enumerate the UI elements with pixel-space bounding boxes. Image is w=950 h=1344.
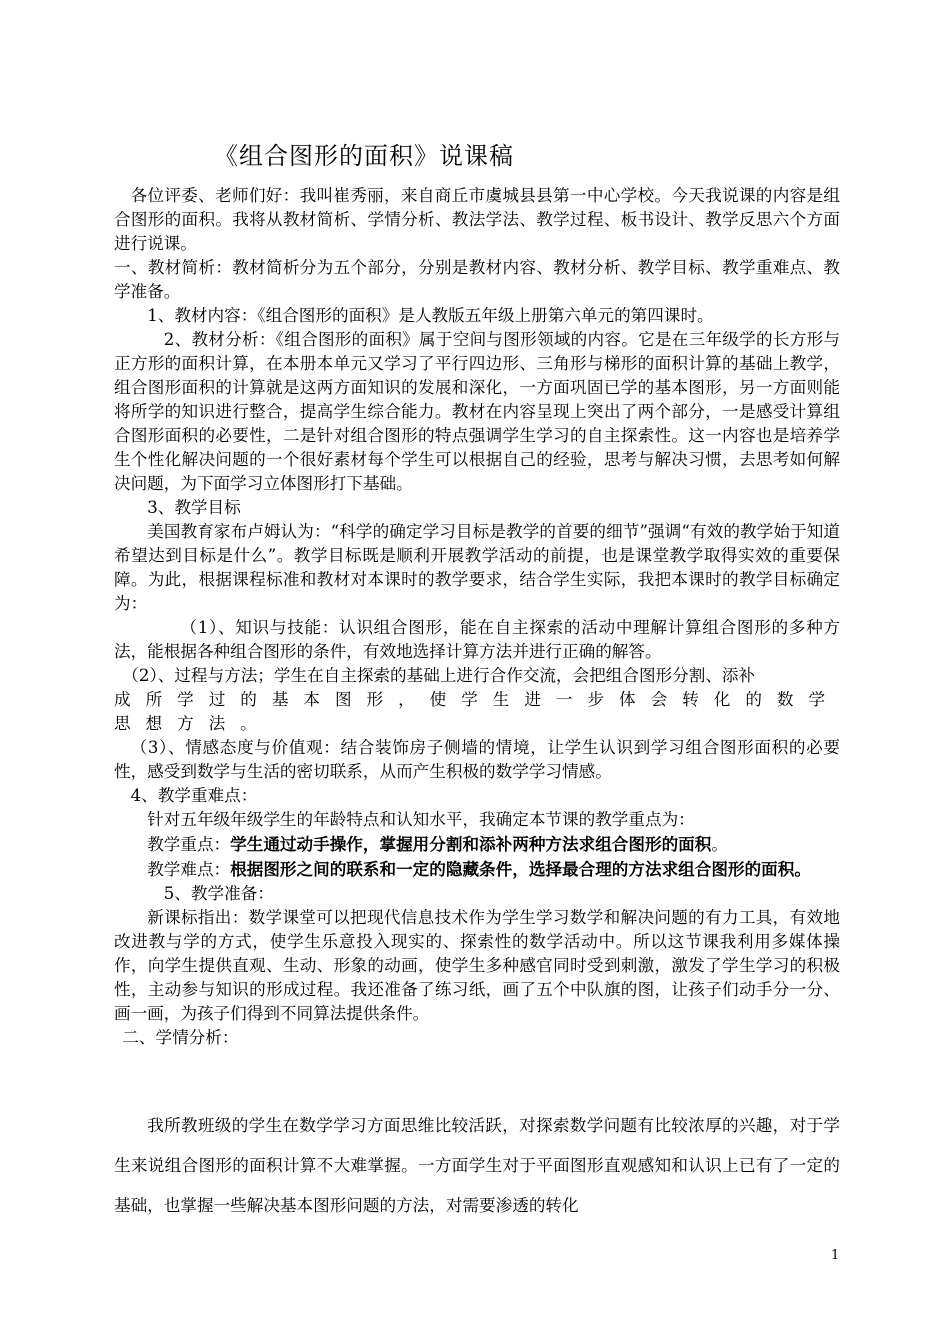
subsection-analysis: 2、教材分析：《组合图形的面积》属于空间与图形领域的内容。它是在三年级学的长方形与正方形的面积计算，在本册本单元又学习了平行四边形、三角形与梯形的面积计算的基础上教学，组合图形面积的计算就是这两方面知识的发展和深化，一方面巩固已学的基本图形，另一方面则能将所学的知识进行整合，提高学生综合能力。教材在内容呈现上突出了两个部分，一是感受计算组合图形面积的必要性，二是针对组合图形的特点强调学生学习的自主探索性。这一内容也是培养学生个性化解决问题的一个很好素材每个学生可以根据自己的经验，思考与解决习惯，去思考如何解决问题，为下面学习立体图形打下基础。 [114, 330, 840, 493]
key-point [114, 832, 840, 857]
key-point-end: 。 [711, 835, 728, 854]
goals-paragraph: 美国教育家布卢姆认为：“科学的确定学习目标是教学的首要的细节”强调“有效的教学始于知道希望达到目标是什么”。教学目标既是顺利开展教学活动的前提，也是课堂教学取得实效的重要保障。为此，根据课程标准和教材对本课时的教学要求，结合学生实际，我把本课时的教学目标确定为： [114, 522, 840, 613]
subsection-key-points-heading: 4、教学重难点： [130, 786, 258, 805]
goal-process-line2: 成所学过的基本图形，使学生进一步体会转化的数学思想方法。 [114, 690, 840, 733]
key-point-text: 学生通过动手操作，掌握用分割和添补两种方法求组合图形的面积 [230, 834, 712, 854]
key-points-intro: 针对五年级年级学生的年龄特点和认知水平，我确定本节课的教学重点为： [147, 810, 695, 829]
section-heading-textbook: 一、教材简析：教材简析分为五个部分，分别是教材内容、教材分析、教学目标、教学重难点、教学准备。 [114, 258, 840, 301]
goal-knowledge: （1）、知识与技能：认识组合图形，能在自主探索的活动中理解计算组合图形的多种方法，能根据各种组合图形的条件，有效地选择计算方法并进行正确的解答。 [114, 618, 840, 661]
preparation-paragraph: 新课标指出：数学课堂可以把现代信息技术作为学生学习数学和解决问题的有力工具，有效地改进教与学的方式，使学生乐意投入现实的、探索性的数学活动中。所以这节课我利用多媒体操作，向学生提供直观、生动、形象的动画，使学生多种感官同时受到刺激，激发了学生学习的积极性，主动参与知识的形成过程。我还准备了练习纸，画了五个中队旗的图，让孩子们动手分一分、画一画，为孩子们得到不同算法提供条件。 [114, 908, 840, 1023]
students-analysis-body [114, 1106, 840, 1226]
difficult-point [114, 857, 840, 882]
subsection-content: 1、教材内容：《组合图形的面积》是人教版五年级上册第六单元的第四课时。 [147, 306, 714, 325]
document-body [114, 184, 840, 1050]
subsection-preparation-heading: 5、教学准备： [163, 884, 274, 903]
difficult-point-text: 根据图形之间的联系和一定的隐藏条件，选择最合理的方法求组合图形的面积。 [230, 859, 811, 879]
page-number: 1 [831, 1248, 840, 1263]
goal-process-line1: （2）、过程与方法；学生在自主探索的基础上进行合作交流，会把组合图形分割、添补 [122, 666, 756, 685]
page-title: 《组合图形的面积》说课稿 [214, 142, 514, 170]
difficult-point-label: 教学难点： [147, 860, 231, 879]
subsection-goals-heading: 3、教学目标 [147, 498, 241, 517]
students-analysis-paragraph: 我所教班级的学生在数学学习方面思维比较活跃，对探索数学问题有比较浓厚的兴趣，对于学生来说组合图形的面积计算不大难掌握。一方面学生对于平面图形直观感知和认识上已有了一定的基础，也掌握一些解决基本图形问题的方法，对需要渗透的转化 [114, 1116, 840, 1215]
intro-paragraph: 各位评委、老师们好：我叫崔秀丽，来自商丘市虞城县县第一中心学校。今天我说课的内容是组合图形的面积。我将从教材简析、学情分析、教法学法、教学过程、板书设计、教学反思六个方面进行说课。 [114, 186, 840, 253]
section-heading-students: 二、学情分析： [122, 1028, 239, 1047]
key-point-label: 教学重点： [147, 835, 231, 854]
goal-emotion: （3）、情感态度与价值观：结合装饰房子侧墙的情境，让学生认识到学习组合图形面积的必要性，感受到数学与生活的密切联系，从而产生积极的数学学习情感。 [114, 738, 840, 781]
